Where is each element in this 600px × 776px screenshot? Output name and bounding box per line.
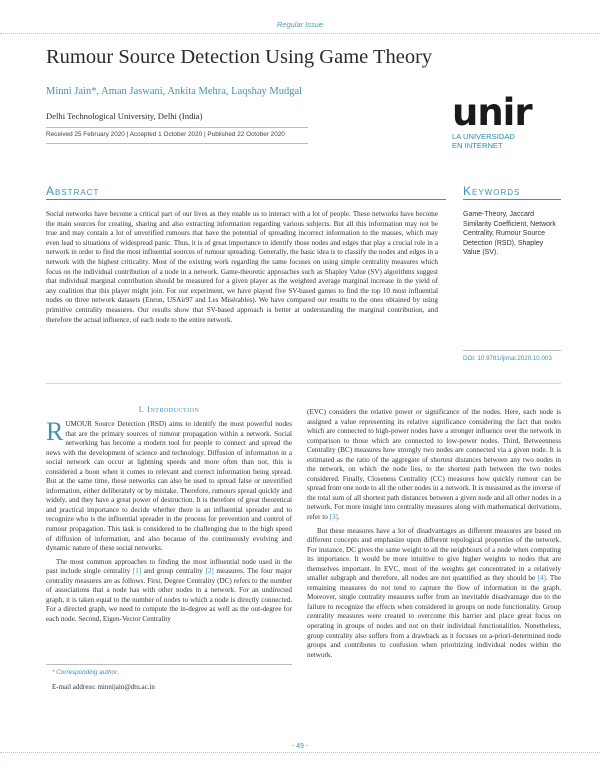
intro-paragraph-3-text-a: (EVC) considers the relative power or significance of the nodes. Here, each node is assigned a value representing its relative significance considering the fact that nodes which are connected to high-power nodes have a stronger influence over the network in comparison to those which are connected to low-power nodes. Third, Betweenness Centrality (BC) measures how strongly two nodes are connected via a given node. It is estimated as the ratio of the aggregate of shortest distances between any two nodes in the network, on which the node lies, to the shortest path between the two nodes considered. Finally, Closeness Centrality (CC) measures how quickly rumour can be spread from one node to all the other nodes in a network. It is measured as the inverse of the total sum of all shortest path distances between a given node and all other nodes in a network. For more insight into centrality measures along with mathematical derivations, refer to bbox=[307, 408, 561, 522]
publication-dates: Received 25 February 2020 | Accepted 1 October 2020 | Published 22 October 2020 bbox=[46, 131, 285, 138]
paper-title: Rumour Source Detection Using Game Theory bbox=[46, 46, 433, 68]
author-list: Minni Jain*, Aman Jaswani, Ankita Mehra, Laqshay Mudgal bbox=[46, 86, 303, 97]
abstract-text: Social networks have become a critical part of our lives as they enable us to interact with a lot of people. These networks have become the main sources for creating, sharing and also extracting information regarding various subjects. But all this information may not be true and may contain a lot of unverified rumours that have the potential of spreading incorrect information to the masses, which may even lead to situations of widespread panic. Thus, it is of great importance to identify those nodes and edges that play a crucial role in a network in order to find the most influential sources of rumour spreading. Generally, the basic idea is to classify the nodes and edges in a network with the highest criticality. Most of the existing work regarding the same focuses on using simple centrality measures which focus on the individual contribution of a node in a network. Game-theoretic approaches such as Shapley Value (SV) algorithms suggest that individual marginal contribution should be measured for a given player as the weighted average marginal increase in the yield of any coalition that this player might join. For our experiment, we have played five SV-based games to find the top 10 most influential nodes on three network datasets (Enron, USAir97 and Les Misérables). We have compared our results to the ones obtained by using primitive centrality measures. Our results show that SV-based approach is better at understanding the marginal contribution, and therefore the actual influence, of each node to the entire network. bbox=[46, 210, 438, 324]
keywords-divider bbox=[463, 199, 561, 200]
intro-paragraph-4-text-b: . The remaining measures do not tend to capture the flow of information in the graph. Moreover, single centrality measures suffer from an inevitable disadvantage due to the failure to recognize the effects when considered in groups on node functionality. Group centrality measures were created to overcome this barrier and place great focus on operating in groups of nodes and not on their individual functionalities. Nonetheless, group centrality also suffers from a drawback as it focuses on a-priori-determined node groups and contributes to confusion when prioritizing individual nodes within the network. bbox=[307, 574, 561, 659]
section-divider bbox=[46, 383, 561, 384]
logo-wordmark: unir bbox=[452, 91, 532, 134]
intro-paragraph-2-text-c: measures. The four major centrality measures are as follows. First, Degree Centrality (DC) refers to the number of associations that a node has with other nodes in a network. For an undirected graph, it is taken equal to the number of nodes to which a node is directly connected. For a directed graph, we need to compute the in-degree as well as the out-degree for each node. Second, Eigen-Vector Centrality bbox=[46, 567, 292, 623]
abstract-divider bbox=[46, 199, 446, 200]
citation-link-3[interactable]: [3] bbox=[329, 513, 338, 522]
left-column bbox=[46, 417, 292, 624]
keywords-list: Game-Theory, Jaccard Similarity Coefficient, Network Centrality, Rumour Source Detection (RSD), Shapley Value (SV). bbox=[463, 211, 556, 257]
doi-link[interactable]: 10.9781/ijimai.2020.10.003 bbox=[477, 355, 552, 362]
dates-divider-bottom bbox=[46, 143, 308, 144]
intro-paragraph-4-text-a: But these measures have a lot of disadvantages as different measures are based on different concepts and emphasize upon different topological properties of the network. For instance, DC gives the same weight to all the neighbours of a node when computing its importance. It would be more intuitive to give higher weights to nodes that are themselves important. In EVC, most of the weights get concentrated in a relatively smaller subgraph and therefore, all nodes are not quantified as they should be bbox=[307, 526, 561, 583]
intro-paragraph-2 bbox=[46, 558, 292, 625]
logo-tagline-line2: EN INTERNET bbox=[452, 140, 503, 150]
citation-link-4[interactable]: [4] bbox=[537, 574, 546, 583]
issue-tag: Regular Issue bbox=[276, 20, 324, 29]
page-number: - 49 - bbox=[291, 743, 309, 750]
intro-paragraph-4 bbox=[307, 527, 561, 661]
corresponding-author-email[interactable]: E-mail address: minnijain@dtu.ac.in bbox=[52, 683, 155, 691]
unir-logo bbox=[452, 91, 562, 150]
citation-link-2[interactable]: [2] bbox=[205, 567, 214, 576]
citation-link-1[interactable]: [1] bbox=[132, 567, 142, 576]
intro-paragraph-2-text-a: The most common approaches to finding the most influential node used in the past include single centrality bbox=[46, 557, 292, 576]
introduction-heading: I. Introduction bbox=[138, 405, 200, 414]
intro-paragraph-1 bbox=[46, 417, 292, 554]
corresponding-author-label: * Corresponding author. bbox=[52, 669, 119, 676]
intro-paragraph-2-text-b: and group centrality bbox=[141, 567, 206, 576]
doi[interactable] bbox=[463, 355, 583, 362]
keywords-heading: Keywords bbox=[463, 184, 521, 198]
doi-label: DOI: bbox=[463, 355, 476, 362]
header-divider bbox=[0, 33, 600, 34]
affiliation: Delhi Technological University, Delhi (India) bbox=[46, 111, 203, 121]
abstract-heading: Abstract bbox=[46, 184, 100, 198]
footnote-divider bbox=[46, 664, 292, 665]
logo-tagline-line1: LA UNIVERSIDAD bbox=[452, 132, 515, 141]
intro-paragraph-3 bbox=[307, 408, 561, 523]
right-column bbox=[307, 408, 561, 660]
footer-divider bbox=[0, 752, 600, 753]
intro-paragraph-1-text: UMOUR Source Detection (RSD) aims to identify the most powerful nodes that are the primary sources of rumour propagation within a network. Social networking has become a modern tool for people to connect and spread the news with the development of science and technology. Diffusion of information in a social network can occur at lightning speeds and more often than not, this is considered a boon when it comes to relevant and correct information being spread. But at the same time, these networks can also be used to spread false or unverified information, either deliberately or by mistake. Therefore, rumours spread quickly and widely, and they have a great power of destruction. It is therefore of great theoretical and practical importance to decide whether there is an influential spreader and to recognize who is the influential spreader in the process for prevention and control of rumour propagation. This task is considered to be challenging due to the high speed of diffusion of information, and also because of the continuously evolving and dynamic nature of these social networks. bbox=[46, 420, 292, 553]
drop-cap: R bbox=[46, 417, 64, 446]
dates-divider-top bbox=[46, 127, 308, 128]
doi-divider bbox=[463, 350, 561, 351]
intro-paragraph-3-text-b: . bbox=[337, 513, 340, 522]
